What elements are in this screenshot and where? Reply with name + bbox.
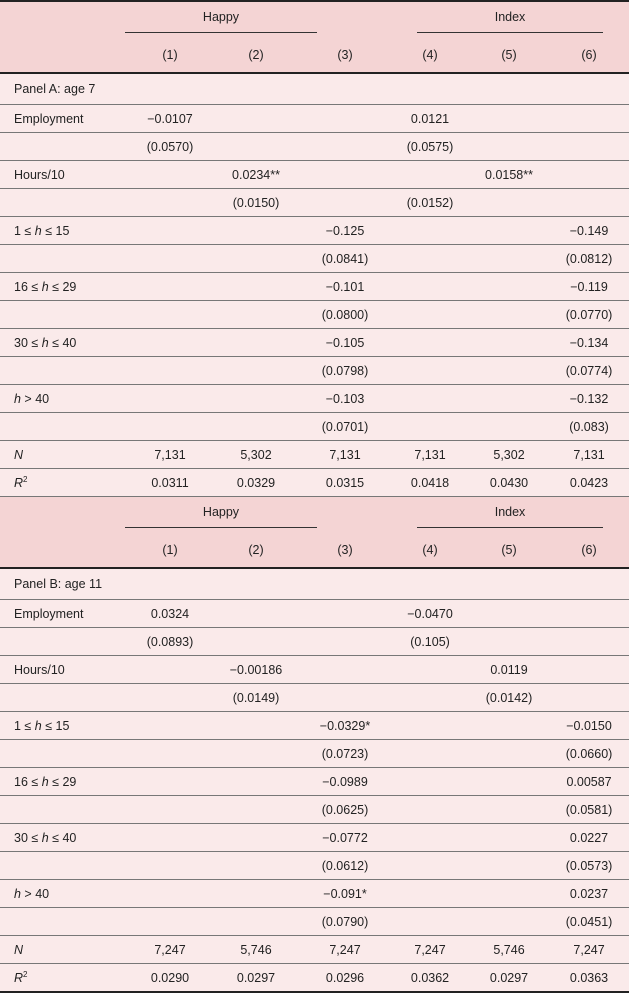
- cell: [469, 880, 549, 908]
- cell: 5,302: [213, 441, 299, 469]
- table-row: [0, 628, 629, 656]
- row-label: Employment: [0, 105, 127, 133]
- cell: [549, 189, 629, 217]
- cell: 7,131: [299, 441, 391, 469]
- cell: [391, 413, 469, 441]
- cell: [391, 796, 469, 824]
- row-label: 30 ≤ h ≤ 40: [0, 329, 127, 357]
- cell: [299, 133, 391, 161]
- cell: 0.0297: [469, 964, 549, 993]
- cell: 0.0418: [391, 469, 469, 497]
- cell: (0.0152): [391, 189, 469, 217]
- column-header: (6): [549, 38, 629, 73]
- row-label: 1 ≤ h ≤ 15: [0, 217, 127, 245]
- cell: [299, 189, 391, 217]
- cell: [469, 329, 549, 357]
- table-row: [0, 105, 629, 133]
- cell: [391, 684, 469, 712]
- row-label: N: [0, 441, 127, 469]
- cell: −0.105: [299, 329, 391, 357]
- cell: [549, 656, 629, 684]
- row-label: [0, 189, 127, 217]
- cell: [213, 600, 299, 628]
- group-title: Index: [494, 504, 526, 519]
- cell: [391, 385, 469, 413]
- cell: (0.105): [391, 628, 469, 656]
- row-label: h > 40: [0, 385, 127, 413]
- cell: [213, 329, 299, 357]
- cell: 0.0227: [549, 824, 629, 852]
- cell: (0.0150): [213, 189, 299, 217]
- header-column-row: [0, 38, 629, 73]
- cell: 7,247: [549, 936, 629, 964]
- cell: [469, 712, 549, 740]
- cell: [391, 908, 469, 936]
- cell: [391, 357, 469, 385]
- header-group-row: [0, 497, 629, 534]
- group-underline: [125, 527, 317, 528]
- row-label: $R^2$: [0, 469, 127, 497]
- cell: −0.0150: [549, 712, 629, 740]
- cell: [213, 768, 299, 796]
- cell: 7,131: [127, 441, 213, 469]
- table-row: [0, 796, 629, 824]
- cell: [469, 217, 549, 245]
- cell: [469, 628, 549, 656]
- cell: (0.0893): [127, 628, 213, 656]
- cell: [299, 161, 391, 189]
- group-label: [417, 505, 603, 528]
- row-label: 16 ≤ h ≤ 29: [0, 768, 127, 796]
- header-blank: [0, 497, 127, 534]
- row-label: [0, 301, 127, 329]
- cell: [391, 301, 469, 329]
- cell: [127, 796, 213, 824]
- cell: 5,746: [213, 936, 299, 964]
- cell: [469, 768, 549, 796]
- cell: 7,247: [299, 936, 391, 964]
- group-label: [417, 10, 603, 33]
- table-row: [0, 385, 629, 413]
- cell: [549, 105, 629, 133]
- cell: [213, 385, 299, 413]
- cell: 0.0430: [469, 469, 549, 497]
- cell: [127, 824, 213, 852]
- cell: [469, 133, 549, 161]
- cell: [213, 301, 299, 329]
- group-underline: [125, 32, 317, 33]
- header-column-row: [0, 533, 629, 568]
- table-row: [0, 656, 629, 684]
- cell: 7,131: [549, 441, 629, 469]
- cell: (0.0575): [391, 133, 469, 161]
- cell: [469, 796, 549, 824]
- cell: [127, 684, 213, 712]
- row-label: [0, 908, 127, 936]
- row-label: Hours/10: [0, 656, 127, 684]
- cell: 0.0423: [549, 469, 629, 497]
- header-blank: [0, 533, 127, 568]
- column-header: (4): [391, 533, 469, 568]
- cell: −0.103: [299, 385, 391, 413]
- cell: [391, 740, 469, 768]
- cell: −0.132: [549, 385, 629, 413]
- cell: −0.0470: [391, 600, 469, 628]
- cell: (0.0625): [299, 796, 391, 824]
- cell: (0.0570): [127, 133, 213, 161]
- table-row: [0, 684, 629, 712]
- group-label: [125, 505, 317, 528]
- cell: [127, 413, 213, 441]
- row-label: h > 40: [0, 880, 127, 908]
- cell: [391, 273, 469, 301]
- table-row: [0, 712, 629, 740]
- cell: (0.0142): [469, 684, 549, 712]
- cell: [469, 600, 549, 628]
- cell: (0.0774): [549, 357, 629, 385]
- row-label: Employment: [0, 600, 127, 628]
- cell: [391, 329, 469, 357]
- header-group-index: [391, 1, 629, 38]
- cell: [213, 908, 299, 936]
- row-label: [0, 245, 127, 273]
- table-row: [0, 768, 629, 796]
- cell: [469, 301, 549, 329]
- table-row: [0, 189, 629, 217]
- cell: (0.0770): [549, 301, 629, 329]
- cell: 7,247: [391, 936, 469, 964]
- cell: 0.0363: [549, 964, 629, 993]
- cell: 0.0362: [391, 964, 469, 993]
- table-row: [0, 217, 629, 245]
- column-header: (1): [127, 533, 213, 568]
- panel-title-row: [0, 568, 629, 600]
- cell: [549, 600, 629, 628]
- cell: [127, 189, 213, 217]
- cell: [469, 385, 549, 413]
- header-blank: [0, 1, 127, 38]
- cell: [127, 217, 213, 245]
- column-header: (1): [127, 38, 213, 73]
- column-header: (5): [469, 533, 549, 568]
- cell: (0.0723): [299, 740, 391, 768]
- row-label: [0, 628, 127, 656]
- cell: [549, 628, 629, 656]
- cell: [127, 357, 213, 385]
- cell: [549, 161, 629, 189]
- cell: [213, 628, 299, 656]
- cell: [391, 712, 469, 740]
- cell: −0.0329*: [299, 712, 391, 740]
- cell: (0.0660): [549, 740, 629, 768]
- table-row: [0, 740, 629, 768]
- row-label: 1 ≤ h ≤ 15: [0, 712, 127, 740]
- table-row: [0, 329, 629, 357]
- table-row: [0, 133, 629, 161]
- cell: 0.0234**: [213, 161, 299, 189]
- cell: [391, 161, 469, 189]
- cell: [549, 684, 629, 712]
- group-underline: [417, 32, 603, 33]
- row-label: [0, 740, 127, 768]
- cell: [213, 852, 299, 880]
- cell: (0.0612): [299, 852, 391, 880]
- cell: 0.00587: [549, 768, 629, 796]
- cell: [213, 133, 299, 161]
- cell: 5,302: [469, 441, 549, 469]
- cell: 0.0324: [127, 600, 213, 628]
- cell: (0.0800): [299, 301, 391, 329]
- cell: [127, 740, 213, 768]
- cell: [213, 712, 299, 740]
- header-group-happy: [127, 1, 391, 38]
- group-label: [125, 10, 317, 33]
- cell: (0.0812): [549, 245, 629, 273]
- row-label: N: [0, 936, 127, 964]
- cell: [213, 105, 299, 133]
- cell: 7,247: [127, 936, 213, 964]
- row-label: [0, 684, 127, 712]
- cell: 0.0315: [299, 469, 391, 497]
- cell: [469, 824, 549, 852]
- cell: −0.0989: [299, 768, 391, 796]
- column-header: (3): [299, 38, 391, 73]
- cell: (0.0451): [549, 908, 629, 936]
- table-row: [0, 357, 629, 385]
- cell: [391, 880, 469, 908]
- row-label: [0, 357, 127, 385]
- cell: −0.119: [549, 273, 629, 301]
- cell: 0.0237: [549, 880, 629, 908]
- panel-title: Panel A: age 7: [0, 73, 629, 105]
- panel-title-row: [0, 73, 629, 105]
- table-row: [0, 908, 629, 936]
- row-label: [0, 413, 127, 441]
- cell: (0.0581): [549, 796, 629, 824]
- cell: [469, 105, 549, 133]
- group-title: Index: [494, 9, 526, 24]
- row-label: [0, 852, 127, 880]
- column-header: (5): [469, 38, 549, 73]
- cell: 0.0158**: [469, 161, 549, 189]
- header-group-happy: [127, 497, 391, 534]
- cell: (0.0841): [299, 245, 391, 273]
- cell: [391, 768, 469, 796]
- cell: [469, 189, 549, 217]
- cell: [213, 824, 299, 852]
- cell: [299, 600, 391, 628]
- cell: [391, 824, 469, 852]
- table-row: [0, 413, 629, 441]
- cell: [213, 357, 299, 385]
- cell: [391, 245, 469, 273]
- cell: −0.125: [299, 217, 391, 245]
- cell: (0.0149): [213, 684, 299, 712]
- cell: [469, 273, 549, 301]
- cell: [127, 301, 213, 329]
- header-group-row: [0, 1, 629, 38]
- row-label: 30 ≤ h ≤ 40: [0, 824, 127, 852]
- row-label: [0, 796, 127, 824]
- cell: [469, 413, 549, 441]
- cell: (0.0573): [549, 852, 629, 880]
- cell: −0.00186: [213, 656, 299, 684]
- cell: (0.0798): [299, 357, 391, 385]
- cell: [127, 908, 213, 936]
- cell: [299, 656, 391, 684]
- table-row: [0, 273, 629, 301]
- table-row: [0, 824, 629, 852]
- cell: [127, 712, 213, 740]
- cell: −0.149: [549, 217, 629, 245]
- cell: [213, 880, 299, 908]
- row-label: Hours/10: [0, 161, 127, 189]
- group-underline: [417, 527, 603, 528]
- cell: [213, 273, 299, 301]
- cell: [127, 656, 213, 684]
- cell: 0.0121: [391, 105, 469, 133]
- table-row: [0, 936, 629, 964]
- row-label: [0, 133, 127, 161]
- cell: 0.0119: [469, 656, 549, 684]
- column-header: (4): [391, 38, 469, 73]
- table-row: [0, 161, 629, 189]
- cell: [469, 852, 549, 880]
- cell: −0.091*: [299, 880, 391, 908]
- cell: [213, 796, 299, 824]
- table-row: [0, 441, 629, 469]
- row-label: $R^2$: [0, 964, 127, 993]
- cell: 0.0311: [127, 469, 213, 497]
- cell: [299, 628, 391, 656]
- cell: [469, 740, 549, 768]
- panel-title: Panel B: age 11: [0, 568, 629, 600]
- table-row: [0, 469, 629, 497]
- cell: 0.0296: [299, 964, 391, 993]
- cell: [299, 105, 391, 133]
- cell: [299, 684, 391, 712]
- column-header: (2): [213, 533, 299, 568]
- cell: (0.0701): [299, 413, 391, 441]
- table-row: [0, 600, 629, 628]
- cell: [469, 245, 549, 273]
- cell: [213, 245, 299, 273]
- group-title: Happy: [202, 504, 240, 519]
- table-row: [0, 880, 629, 908]
- table-row: [0, 245, 629, 273]
- cell: [127, 852, 213, 880]
- header-group-index: [391, 497, 629, 534]
- cell: −0.101: [299, 273, 391, 301]
- cell: 0.0329: [213, 469, 299, 497]
- cell: 0.0297: [213, 964, 299, 993]
- cell: [469, 357, 549, 385]
- cell: −0.134: [549, 329, 629, 357]
- cell: [391, 656, 469, 684]
- cell: [127, 385, 213, 413]
- column-header: (2): [213, 38, 299, 73]
- cell: [213, 413, 299, 441]
- cell: [127, 329, 213, 357]
- column-header: (6): [549, 533, 629, 568]
- row-label: 16 ≤ h ≤ 29: [0, 273, 127, 301]
- cell: [213, 740, 299, 768]
- table-row: [0, 964, 629, 993]
- cell: [127, 880, 213, 908]
- group-title: Happy: [202, 9, 240, 24]
- table-row: [0, 852, 629, 880]
- cell: (0.083): [549, 413, 629, 441]
- cell: 7,131: [391, 441, 469, 469]
- cell: [127, 273, 213, 301]
- column-header: (3): [299, 533, 391, 568]
- cell: 5,746: [469, 936, 549, 964]
- cell: (0.0790): [299, 908, 391, 936]
- cell: [391, 852, 469, 880]
- cell: [127, 245, 213, 273]
- cell: −0.0772: [299, 824, 391, 852]
- cell: [213, 217, 299, 245]
- cell: 0.0290: [127, 964, 213, 993]
- cell: [127, 161, 213, 189]
- cell: [391, 217, 469, 245]
- cell: −0.0107: [127, 105, 213, 133]
- table-row: [0, 301, 629, 329]
- cell: [127, 768, 213, 796]
- cell: [469, 908, 549, 936]
- header-blank: [0, 38, 127, 73]
- cell: [549, 133, 629, 161]
